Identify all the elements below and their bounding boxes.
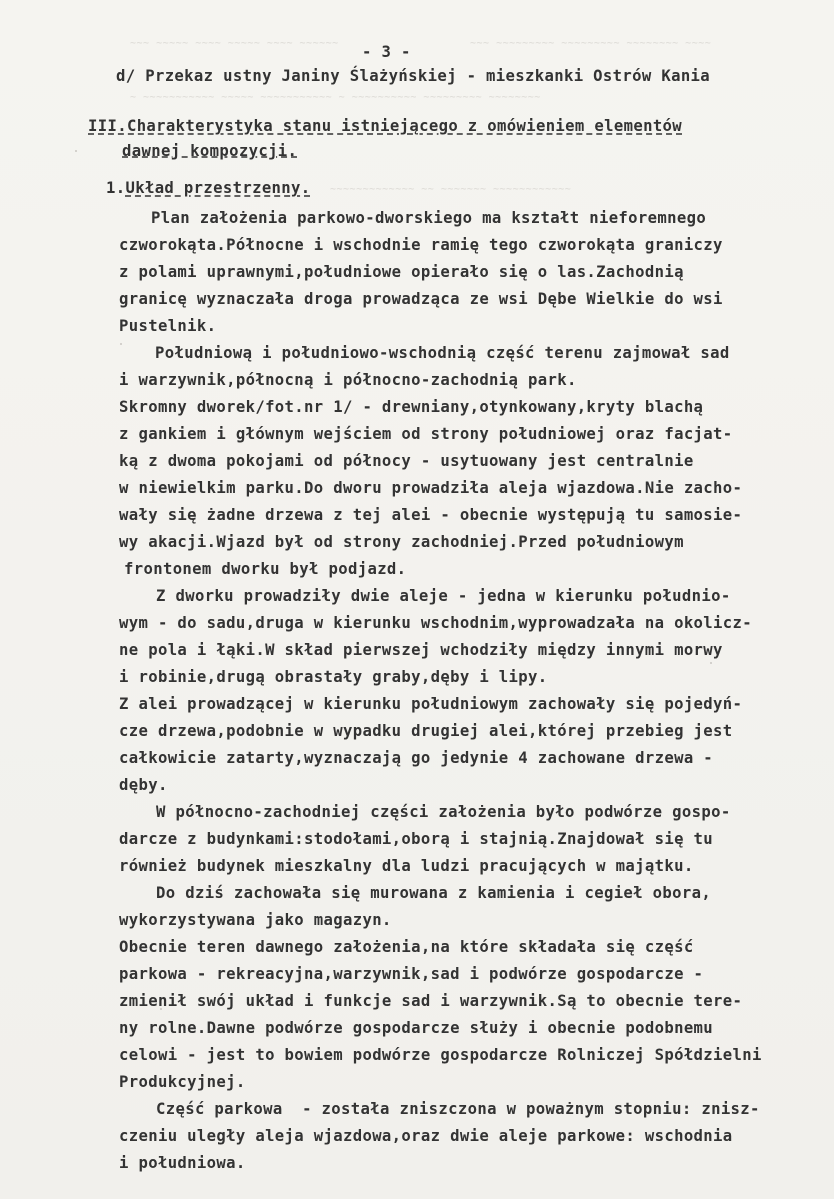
bleed-through-text: ~~~ ~~~~~ ~~~~ ~~~~~ ~~~~ ~~~~~~ — [130, 38, 339, 49]
body-line: W północno-zachodniej części założenia było podwórze gospo- — [156, 803, 731, 821]
body-line: z gankiem i głównym wejściem od strony południowej oraz facjat- — [119, 425, 733, 443]
subsection-number: 1. — [106, 179, 126, 197]
body-line: i warzywnik,północną i północno-zachodnią park. — [119, 371, 577, 389]
body-line: celowi - jest to bowiem podwórze gospodarcze Rolniczej Spółdzielni — [119, 1046, 762, 1064]
body-line: czworokąta.Północne i wschodnie ramię tego czworokąta graniczy — [119, 236, 723, 254]
body-line: zmienił swój układ i funkcje sad i warzywnik.Są to obecnie tere- — [119, 992, 743, 1010]
bleed-through-text: ~~~~~~~~~~~~~ ~~ ~~~~~~~ ~~~~~~~~~~~~ — [330, 184, 572, 195]
body-line: wały się żadne drzewa z tej alei - obecnie występują tu samosie- — [119, 506, 743, 524]
body-line: cze drzewa,podobnie w wypadku drugiej alei,której przebieg jest — [119, 722, 733, 740]
body-line: wy akacji.Wjazd był od strony zachodniej.Przed południowym — [119, 533, 684, 551]
body-line: granicę wyznaczała droga prowadząca ze wsi Dębe Wielkie do wsi — [119, 290, 723, 308]
subsection-title: Układ przestrzenny. — [125, 179, 311, 197]
source-item: d/ Przekaz ustny Janiny Ślażyńskiej - mieszkanki Ostrów Kania — [116, 67, 711, 85]
bleed-through-text: ~ ~~~~~~~~~~~ ~~~~~ ~~~~~~~~~~~ ~ ~~~~~~~~~~ ~~~~~~~~~ ~~~~~~~~ — [130, 92, 541, 103]
section-heading: III.Charakterystyka stanu istniejącego z omówieniem elementów — [88, 117, 683, 135]
body-line: ny rolne.Dawne podwórze gospodarcze służy i obecnie podobnemu — [119, 1019, 714, 1037]
body-line: Produkcyjnej. — [119, 1073, 246, 1091]
body-line: w niewielkim parku.Do dworu prowadziła aleja wjazdowa.Nie zacho- — [119, 479, 743, 497]
body-line: z polami uprawnymi,południowe opierało się o las.Zachodnią — [119, 263, 684, 281]
body-line: darcze z budynkami:stodołami,oborą i stajnią.Znajdował się tu — [119, 830, 714, 848]
body-line: Do dziś zachowała się murowana z kamienia i cegieł obora, — [156, 884, 712, 902]
section-heading-continuation: dawnej kompozycji. — [122, 142, 298, 160]
bleed-through-text: ~~~ ~~~~~~~~~ ~~~~~~~~~ ~~~~~~~~ ~~~~ — [470, 38, 712, 49]
body-line: wykorzystywana jako magazyn. — [119, 911, 392, 929]
body-line: Plan założenia parkowo-dworskiego ma kształt nieforemnego — [151, 209, 707, 227]
body-line: Z dworku prowadziły dwie aleje - jedna w kierunku południo- — [156, 587, 731, 605]
body-line: całkowicie zatarty,wyznaczają go jedynie 4 zachowane drzewa - — [119, 749, 714, 767]
body-line: i robinie,drugą obrastały graby,dęby i lipy. — [119, 668, 548, 686]
subsection-heading — [106, 178, 311, 198]
body-line: Południową i południowo-wschodnią część terenu zajmował sad — [155, 344, 730, 362]
body-line: Pustelnik. — [119, 317, 217, 335]
body-line: wym - do sadu,druga w kierunku wschodnim,wyprowadzała na okolicz- — [119, 614, 752, 632]
body-line: Skromny dworek/fot.nr 1/ - drewniany,otynkowany,kryty blachą — [119, 398, 704, 416]
body-line: czeniu uległy aleja wjazdowa,oraz dwie aleje parkowe: wschodnia — [119, 1127, 733, 1145]
body-line: również budynek mieszkalny dla ludzi pracujących w majątku. — [119, 857, 694, 875]
body-line: Obecnie teren dawnego założenia,na które składała się część — [119, 938, 694, 956]
paper-speck — [75, 150, 77, 152]
paper-speck — [120, 343, 122, 345]
body-line: frontonem dworku był podjazd. — [124, 560, 407, 578]
body-line: Część parkowa - została zniszczona w poważnym stopniu: znisz- — [156, 1100, 760, 1118]
body-line: Z alei prowadzącej w kierunku południowym zachowały się pojedyń- — [119, 695, 743, 713]
paper-speck — [710, 662, 712, 664]
body-line: dęby. — [119, 776, 168, 794]
body-line: parkowa - rekreacyjna,warzywnik,sad i podwórze gospodarcze - — [119, 965, 704, 983]
body-line: ne pola i łąki.W skład pierwszej wchodziły między innymi morwy — [119, 641, 723, 659]
page-number: - 3 - — [362, 43, 411, 61]
body-line: i południowa. — [119, 1154, 246, 1172]
body-line: ką z dwoma pokojami od północy - usytuowany jest centralnie — [119, 452, 694, 470]
